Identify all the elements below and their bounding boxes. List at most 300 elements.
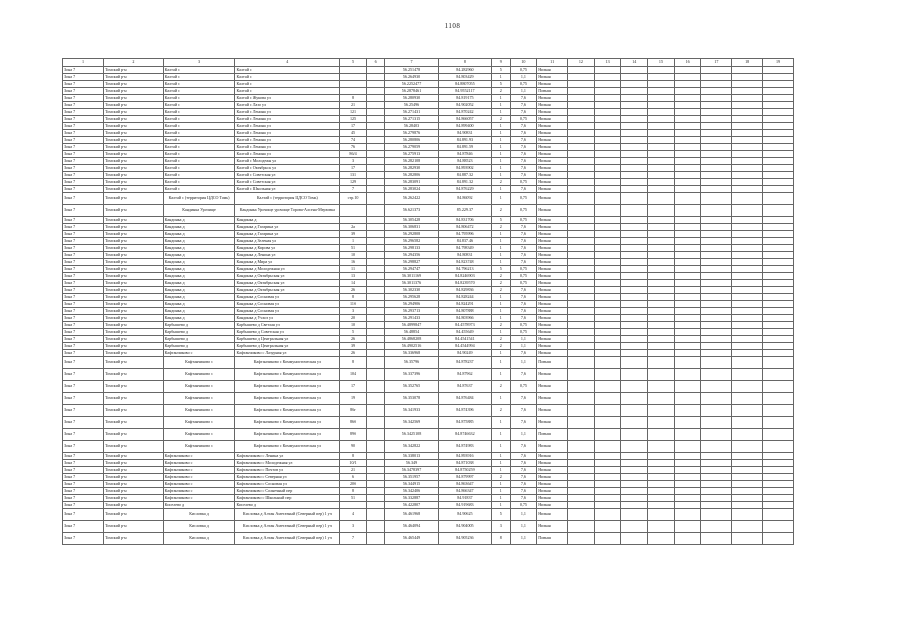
table-cell: 56.48854 [385,329,438,336]
empty-cell [732,238,763,245]
empty-cell [732,429,763,441]
table-cell: 11б [340,301,367,308]
table-cell: 84.887.32 [438,172,491,179]
table-cell: 84.9552117 [438,88,491,95]
table-cell: Кандинка Урочище урочище Торова-Алсена-Мерзовка [235,205,340,217]
empty-cell [701,137,732,144]
table-cell: 76 [340,144,367,151]
empty-cell [674,102,701,109]
empty-cell [621,322,648,329]
table-cell: Томский р-н [104,88,164,95]
empty-cell [568,88,595,95]
table-cell [366,74,384,81]
table-cell: Кафтанчиково с [163,460,235,467]
empty-cell [621,441,648,453]
table-cell: Зона 7 [63,245,104,252]
table-cell: 8 [340,453,367,460]
table-cell: 7,6 [510,294,537,301]
table-cell: 1,1 [510,521,537,533]
empty-cell [701,88,732,95]
empty-cell [701,502,732,509]
empty-cell [674,405,701,417]
table-cell [366,509,384,521]
table-cell: 56.465449 [385,533,438,545]
table-cell [366,88,384,95]
table-cell: Низкая [537,488,568,495]
table-cell: Зона 7 [63,238,104,245]
empty-cell [594,509,621,521]
table-cell: 2 [492,343,510,350]
empty-cell [674,287,701,294]
table-cell: 7,6 [510,287,537,294]
table-cell: 56.291433 [385,315,438,322]
empty-cell [648,521,675,533]
empty-cell [648,336,675,343]
table-cell [366,308,384,315]
table-cell: Кафтанчиково с Коммунистическая ул [235,393,340,405]
table-cell: 1,1 [510,509,537,521]
empty-cell [621,205,648,217]
table-cell: Томский р-н [104,266,164,273]
table-cell: 1 [492,393,510,405]
table-cell: Кандинка д [163,266,235,273]
empty-cell [621,109,648,116]
table-cell: Калтай с [163,109,235,116]
empty-cell [621,488,648,495]
table-row [63,252,794,259]
table-cell: Кафтанчиково с Ленина ул [235,453,340,460]
empty-cell [701,393,732,405]
empty-cell [621,238,648,245]
table-cell: Низкая [537,231,568,238]
table-cell: 84.829836 [438,287,491,294]
empty-cell [763,301,794,308]
table-cell [366,245,384,252]
empty-cell [594,343,621,350]
table-cell: Томский р-н [104,405,164,417]
table-cell: Томский р-н [104,315,164,322]
empty-cell [732,144,763,151]
table-cell: Томский р-н [104,95,164,102]
table-cell: Томский р-н [104,151,164,158]
table-cell: 2 [492,205,510,217]
table-cell: 84.87637 [438,381,491,393]
table-cell: Зона 7 [63,453,104,460]
table-cell: 56.293713 [385,308,438,315]
empty-cell [732,381,763,393]
empty-cell [568,238,595,245]
empty-cell [674,238,701,245]
table-row [63,231,794,238]
table-cell: Томский р-н [104,74,164,81]
table-cell: Низкая [537,238,568,245]
empty-cell [674,322,701,329]
table-cell [366,179,384,186]
empty-cell [732,88,763,95]
empty-cell [763,123,794,130]
empty-cell [732,521,763,533]
empty-cell [594,488,621,495]
table-cell: Кафтанчиково с Коммунистическая ул [235,381,340,393]
empty-cell [701,308,732,315]
table-cell: Киселево д [163,502,235,509]
table-cell: Низкая [537,453,568,460]
table-cell [366,405,384,417]
empty-cell [701,266,732,273]
table-cell [366,67,384,74]
empty-cell [763,509,794,521]
table-cell: 3 [340,308,367,315]
table-cell: Низкая [537,81,568,88]
table-cell: 7,6 [510,165,537,172]
table-cell [366,259,384,266]
empty-cell [674,151,701,158]
table-cell: 125 [340,116,367,123]
empty-cell [568,369,595,381]
table-cell: 0,75 [510,273,537,280]
table-cell: 56.464094 [385,521,438,533]
empty-cell [674,266,701,273]
table-cell: Кафтанчиково с [163,474,235,481]
empty-cell [621,357,648,369]
empty-cell [674,123,701,130]
empty-cell [701,205,732,217]
empty-cell [674,381,701,393]
column-number: 5 [340,59,367,67]
table-cell: 84.8746632 [438,429,491,441]
empty-cell [568,417,595,429]
empty-cell [621,224,648,231]
table-cell: Зона 7 [63,88,104,95]
table-cell: Калтай с [163,137,235,144]
table-cell: Томский р-н [104,533,164,545]
empty-cell [648,381,675,393]
table-cell: Низкая [537,381,568,393]
table-cell: 16 [340,259,367,266]
table-cell: Зона 7 [63,144,104,151]
empty-cell [674,186,701,193]
table-cell: 86г [340,405,367,417]
empty-cell [701,467,732,474]
table-row [63,144,794,151]
empty-cell [648,252,675,259]
table-cell: 7,6 [510,481,537,488]
table-cell: Томский р-н [104,179,164,186]
table-cell: 45 [340,130,367,137]
table-cell: Томский р-н [104,109,164,116]
table-cell: 84.871038 [438,460,491,467]
table-cell: 5 [492,217,510,224]
table-cell: 2 [492,381,510,393]
table-cell: 7,6 [510,350,537,357]
empty-cell [648,137,675,144]
table-cell [366,294,384,301]
empty-cell [732,308,763,315]
table-cell: Калтай с Октябрьск ул [235,165,340,172]
table-row [63,509,794,521]
table-cell: 1,1 [510,533,537,545]
empty-cell [568,179,595,186]
empty-cell [594,205,621,217]
table-cell: 5 [492,67,510,74]
table-cell: Томский р-н [104,336,164,343]
empty-cell [701,280,732,287]
table-cell: 56.342569 [385,417,438,429]
empty-cell [648,88,675,95]
table-row [63,357,794,369]
empty-cell [621,369,648,381]
empty-cell [732,509,763,521]
table-cell: Карбышево д Центральная ул [235,336,340,343]
table-cell: Зона 7 [63,502,104,509]
table-cell [366,502,384,509]
table-cell: 56.337396 [385,369,438,381]
table-cell: Томский р-н [104,417,164,429]
empty-cell [763,405,794,417]
table-cell: Томский р-н [104,193,164,205]
empty-cell [594,259,621,266]
table-cell: 7 [340,186,367,193]
table-cell: Низкая [537,417,568,429]
empty-cell [594,315,621,322]
table-cell: Низкая [537,273,568,280]
empty-cell [621,343,648,350]
table-cell: Зона 7 [63,369,104,381]
empty-cell [648,343,675,350]
table-cell: 1 [492,481,510,488]
table-cell: 56.3011169 [385,273,438,280]
table-cell: Томский р-н [104,369,164,381]
empty-cell [648,231,675,238]
empty-cell [674,259,701,266]
empty-cell [701,224,732,231]
table-cell: 74 [340,137,367,144]
table-cell: Калтай с [235,74,340,81]
table-cell [366,238,384,245]
table-cell: 1 [492,238,510,245]
table-cell: Калтай с [163,165,235,172]
table-row [63,381,794,393]
table-cell: 0,75 [510,116,537,123]
table-cell: 7,6 [510,474,537,481]
table-cell: Зона 7 [63,441,104,453]
table-cell: 56.3011376 [385,280,438,287]
empty-cell [674,158,701,165]
table-cell: Калтай с Ленина ул [235,123,340,130]
column-number: 16 [674,59,701,67]
empty-cell [701,186,732,193]
empty-cell [674,179,701,186]
table-cell: Кафтанчиково с Солнечный пер [235,488,340,495]
table-cell [366,453,384,460]
empty-cell [674,495,701,502]
table-cell: 84.798349 [438,245,491,252]
table-cell: Калтай с [163,81,235,88]
empty-cell [763,88,794,95]
table-cell: 84.4578973 [438,322,491,329]
empty-cell [763,474,794,481]
table-cell: Низкая [537,259,568,266]
table-cell: Зона 7 [63,488,104,495]
empty-cell [701,252,732,259]
empty-cell [701,158,732,165]
empty-cell [732,533,763,545]
table-cell: Кафтанчиково с Коммунистическая ул [235,369,340,381]
empty-cell [594,231,621,238]
table-cell: 84.828244 [438,294,491,301]
table-cell: Кисловка д [163,533,235,545]
table-cell: 84.86092 [438,193,491,205]
empty-cell [621,294,648,301]
table-cell: Низкая [537,350,568,357]
table-cell: 39 [340,231,367,238]
empty-cell [568,116,595,123]
empty-cell [594,357,621,369]
empty-cell [763,481,794,488]
table-cell: 56.251478 [385,67,438,74]
table-cell: Зона 7 [63,224,104,231]
table-cell: Кандинка д [163,280,235,287]
empty-cell [701,301,732,308]
table-cell: Калтай с [235,88,340,95]
table-cell: 84.87962 [438,369,491,381]
table-cell [366,441,384,453]
table-cell: 84.919683 [438,502,491,509]
empty-cell [763,495,794,502]
table-cell: Карбышево д Советская ул [235,329,340,336]
table-cell: 1 [492,144,510,151]
table-cell: Томский р-н [104,322,164,329]
table-cell: Кандинка д Октябрьская ул [235,287,340,294]
table-cell: Томский р-н [104,393,164,405]
empty-cell [594,460,621,467]
table-cell: 2 [492,116,510,123]
table-cell: Кандинка д [163,294,235,301]
table-cell: 7,6 [510,460,537,467]
table-cell: 1,1 [510,74,537,81]
empty-cell [594,474,621,481]
table-cell: Кафтанчиково с [163,453,235,460]
table-cell: Томский р-н [104,245,164,252]
table-cell: 1 [492,329,510,336]
table-cell: 84.874396 [438,405,491,417]
table-cell: 7 [340,533,367,545]
empty-cell [674,474,701,481]
table-cell: Калтай с [163,95,235,102]
table-row [63,109,794,116]
table-cell: 84.902052 [438,102,491,109]
table-cell: Зона 7 [63,158,104,165]
table-cell: Томский р-н [104,238,164,245]
table-cell: Калтай с [163,179,235,186]
empty-cell [621,165,648,172]
table-cell: Низкая [537,193,568,205]
table-cell: Кандинка д Гагарина ул [235,231,340,238]
empty-cell [674,74,701,81]
table-cell: 17 [340,123,367,130]
empty-cell [568,252,595,259]
table-cell: Томский р-н [104,502,164,509]
table-cell: Томский р-н [104,205,164,217]
table-cell: Кандинка д [163,231,235,238]
table-cell: Зона 7 [63,481,104,488]
empty-cell [568,130,595,137]
table-cell [366,109,384,116]
table-cell: 7,6 [510,224,537,231]
empty-cell [648,294,675,301]
empty-cell [621,95,648,102]
table-cell: Кафтанчиково с [163,481,235,488]
table-cell: Кафтанчиково с Почтов ул [235,467,340,474]
empty-cell [648,350,675,357]
empty-cell [732,369,763,381]
table-cell: 56.302330 [385,287,438,294]
table-cell [366,252,384,259]
empty-cell [763,322,794,329]
empty-cell [648,481,675,488]
empty-cell [732,474,763,481]
table-cell: 2 [492,273,510,280]
table-cell: Калтай с Советская ул [235,179,340,186]
empty-cell [568,74,595,81]
empty-cell [763,273,794,280]
table-cell: 4 [340,509,367,521]
table-cell: 1 [492,158,510,165]
empty-cell [674,165,701,172]
empty-cell [701,95,732,102]
empty-cell [763,224,794,231]
table-cell: 1 [492,350,510,357]
table-cell: Низкая [537,393,568,405]
table-row [63,217,794,224]
table-cell: 1 [340,238,367,245]
empty-cell [621,130,648,137]
table-cell [366,193,384,205]
empty-cell [621,336,648,343]
table-cell: Низкая [537,301,568,308]
table-cell [340,88,367,95]
table-cell [366,95,384,102]
empty-cell [568,144,595,151]
table-cell: Зона 7 [63,343,104,350]
empty-cell [674,273,701,280]
table-cell: 7,6 [510,301,537,308]
table-cell: 84.876484 [438,393,491,405]
table-cell: Томский р-н [104,67,164,74]
empty-cell [594,467,621,474]
table-cell: Зона 7 [63,179,104,186]
empty-cell [732,467,763,474]
empty-cell [732,481,763,488]
empty-cell [594,481,621,488]
table-cell: Калтай с Ленина ул [235,137,340,144]
empty-cell [701,460,732,467]
empty-cell [568,172,595,179]
table-cell: 26 [340,287,367,294]
table-cell: 56.262422 [385,193,438,205]
empty-cell [674,205,701,217]
table-cell: Калтай с (территория ЦДСО Томь) [235,193,340,205]
empty-cell [701,165,732,172]
table-cell: 8 [340,294,367,301]
empty-cell [594,273,621,280]
empty-cell [594,429,621,441]
empty-cell [732,245,763,252]
empty-cell [763,186,794,193]
table-cell: 56.283091 [385,179,438,186]
empty-cell [648,158,675,165]
empty-cell [594,109,621,116]
